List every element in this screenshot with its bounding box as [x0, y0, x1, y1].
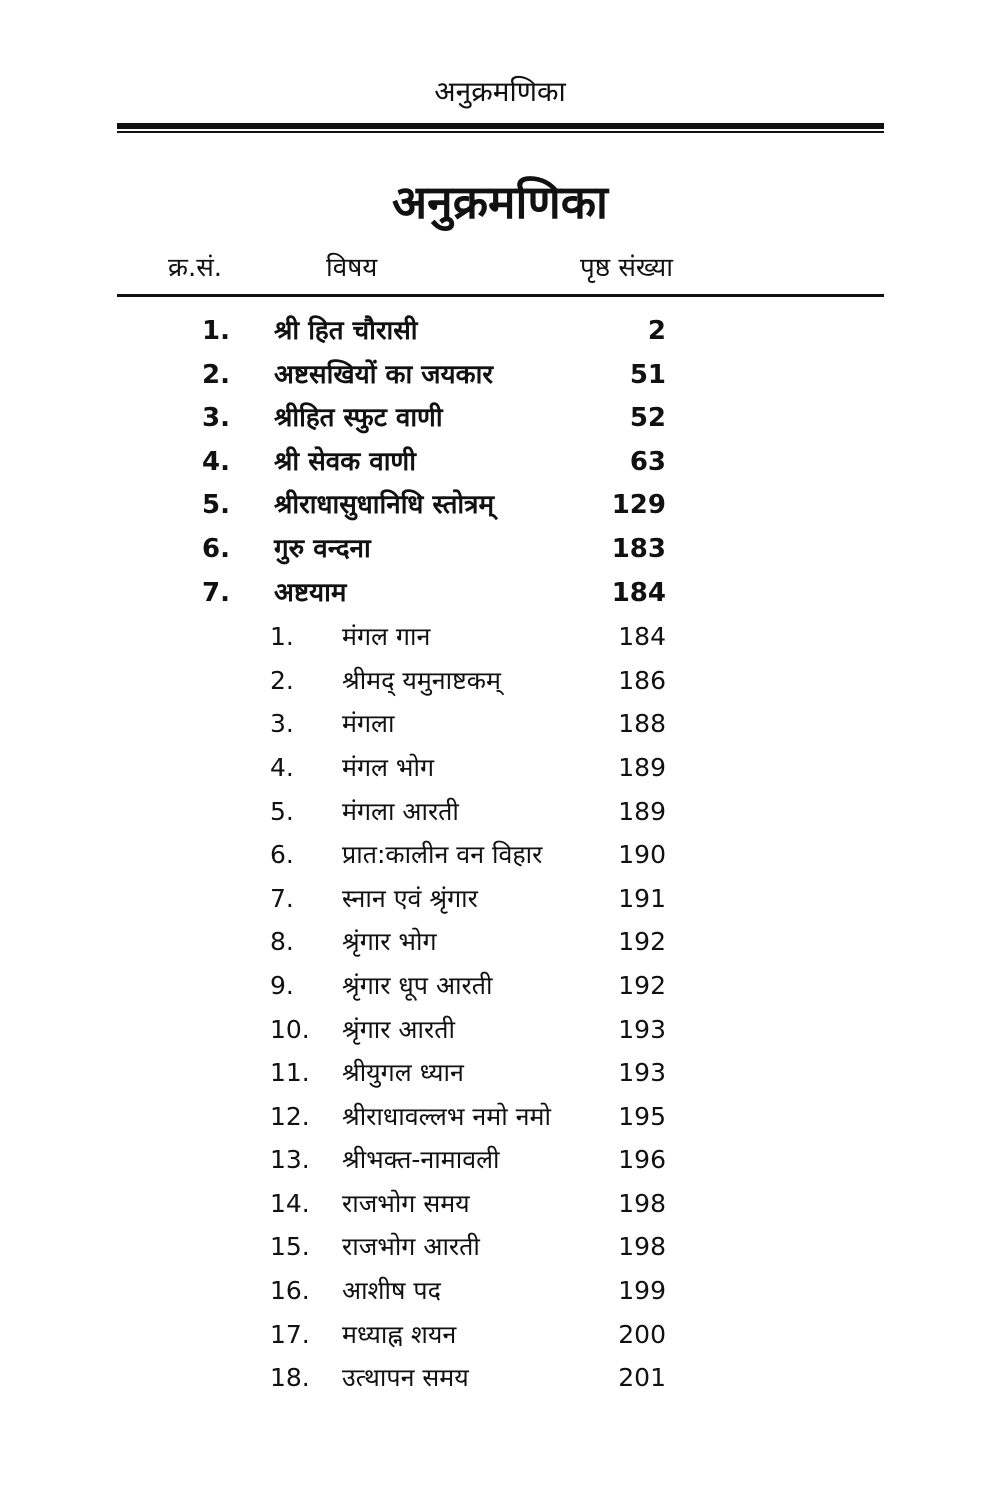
subentry-page: 188 [618, 709, 666, 739]
subentry-title: राजभोग आरती [342, 1232, 480, 1262]
toc-subentry [0, 964, 1000, 1008]
column-header-page: पृष्ठ संख्या [580, 253, 673, 283]
subentry-number: 3. [270, 709, 294, 739]
entry-page: 184 [611, 577, 666, 608]
column-header-serial: क्र.सं. [168, 253, 223, 283]
toc-subentry [0, 1051, 1000, 1095]
subentry-page: 192 [618, 970, 666, 1000]
subentry-number: 13. [270, 1145, 310, 1175]
subentry-title: श्रृंगार आरती [342, 1014, 455, 1044]
subentry-number: 15. [270, 1232, 310, 1262]
entry-title: अष्टयाम [274, 577, 347, 608]
subentry-number: 8. [270, 927, 294, 957]
subentry-page: 184 [618, 622, 666, 652]
toc-entry [0, 528, 1000, 572]
entry-title: श्री सेवक वाणी [274, 446, 416, 477]
subentry-title: मध्याह्न शयन [342, 1319, 457, 1349]
subentry-page: 192 [618, 927, 666, 957]
subentry-page: 196 [618, 1145, 666, 1175]
toc-subentry [0, 1138, 1000, 1182]
running-head: अनुक्रमणिका [434, 75, 566, 108]
toc-subentry [0, 1095, 1000, 1139]
subentry-page: 191 [618, 883, 666, 913]
toc-entry [0, 310, 1000, 354]
subentry-title: राजभोग समय [342, 1188, 470, 1218]
subentry-title: मंगला आरती [342, 796, 459, 826]
toc-entry [0, 441, 1000, 485]
entry-title: श्रीहित स्फुट वाणी [274, 403, 443, 434]
subentry-title: श्रृंगार भोग [342, 927, 437, 957]
subentry-page: 193 [618, 1014, 666, 1044]
toc-subentry [0, 1356, 1000, 1400]
toc-subentry [0, 1269, 1000, 1313]
subentry-page: 186 [618, 665, 666, 695]
entry-page: 183 [611, 533, 666, 564]
subentry-page: 189 [618, 796, 666, 826]
toc-subentry [0, 1182, 1000, 1226]
subentry-page: 195 [618, 1101, 666, 1131]
subentry-number: 2. [270, 665, 294, 695]
toc-subentry [0, 1313, 1000, 1357]
subentry-number: 16. [270, 1276, 310, 1306]
toc-subentry [0, 920, 1000, 964]
subentry-page: 199 [618, 1276, 666, 1306]
entry-number: 7. [202, 577, 230, 608]
subentry-title: मंगला [342, 709, 395, 739]
subentry-number: 18. [270, 1363, 310, 1393]
toc-subentry [0, 833, 1000, 877]
subentry-page: 198 [618, 1188, 666, 1218]
toc-entry [0, 572, 1000, 616]
column-header-subject: विषय [326, 253, 378, 283]
toc-subentry [0, 1225, 1000, 1269]
header-rule-thick [117, 123, 884, 129]
toc-subentry [0, 659, 1000, 703]
toc-subentry [0, 702, 1000, 746]
entry-number: 3. [202, 403, 230, 434]
subentry-title: श्रीभक्त-नामावली [342, 1145, 500, 1175]
subentry-page: 198 [618, 1232, 666, 1262]
subentry-page: 193 [618, 1058, 666, 1088]
toc-entry [0, 484, 1000, 528]
entry-title: श्री हित चौरासी [274, 316, 418, 346]
toc-subentry [0, 746, 1000, 790]
entry-page: 52 [629, 403, 666, 434]
subentry-number: 4. [270, 752, 294, 782]
subentry-title: श्रीराधावल्लभ नमो नमो [342, 1101, 551, 1131]
entry-title: अष्टसखियों का जयकार [274, 359, 493, 390]
page-title: अनुक्रमणिका [392, 175, 608, 229]
entry-number: 1. [202, 316, 230, 346]
subentry-number: 11. [270, 1058, 310, 1088]
entry-title: श्रीराधासुधानिधि स्तोत्रम् [274, 490, 495, 521]
toc-subentry [0, 790, 1000, 834]
toc-entry [0, 354, 1000, 398]
entry-title: गुरु वन्दना [274, 533, 371, 564]
subentry-page: 201 [618, 1363, 666, 1393]
subentry-title: मंगल भोग [342, 752, 435, 782]
subentry-title: श्रृंगार धूप आरती [342, 970, 493, 1000]
subentry-number: 10. [270, 1014, 310, 1044]
table-of-contents [0, 310, 1000, 1400]
subentry-title: मंगल गान [342, 622, 431, 652]
subentry-page: 190 [618, 840, 666, 870]
toc-subentry [0, 877, 1000, 921]
subentry-title: उत्थापन समय [342, 1363, 469, 1393]
subentry-title: स्नान एवं श्रृंगार [342, 883, 478, 913]
subentry-number: 1. [270, 622, 294, 652]
entry-page: 2 [647, 316, 666, 346]
subentry-page: 189 [618, 752, 666, 782]
entry-number: 5. [202, 490, 230, 521]
entry-number: 6. [202, 533, 230, 564]
subentry-title: प्रात:कालीन वन विहार [342, 840, 543, 870]
subentry-number: 14. [270, 1188, 310, 1218]
entry-page: 129 [611, 490, 666, 521]
subentry-title: आशीष पद [342, 1276, 441, 1306]
subentry-number: 17. [270, 1319, 310, 1349]
subentry-number: 5. [270, 796, 294, 826]
subentry-number: 6. [270, 840, 294, 870]
entry-page: 51 [629, 359, 666, 390]
subentry-title: श्रीयुगल ध्यान [342, 1058, 464, 1088]
subentry-number: 7. [270, 883, 294, 913]
subentry-page: 200 [618, 1319, 666, 1349]
subentry-title: श्रीमद् यमुनाष्टकम् [342, 665, 501, 695]
entry-number: 4. [202, 446, 230, 477]
subentry-number: 12. [270, 1101, 310, 1131]
toc-entry [0, 397, 1000, 441]
header-rule-thin [117, 131, 884, 133]
toc-subentry [0, 615, 1000, 659]
entry-page: 63 [629, 446, 666, 477]
column-header-rule [117, 294, 884, 297]
entry-number: 2. [202, 359, 230, 390]
toc-subentry [0, 1008, 1000, 1052]
subentry-number: 9. [270, 970, 294, 1000]
